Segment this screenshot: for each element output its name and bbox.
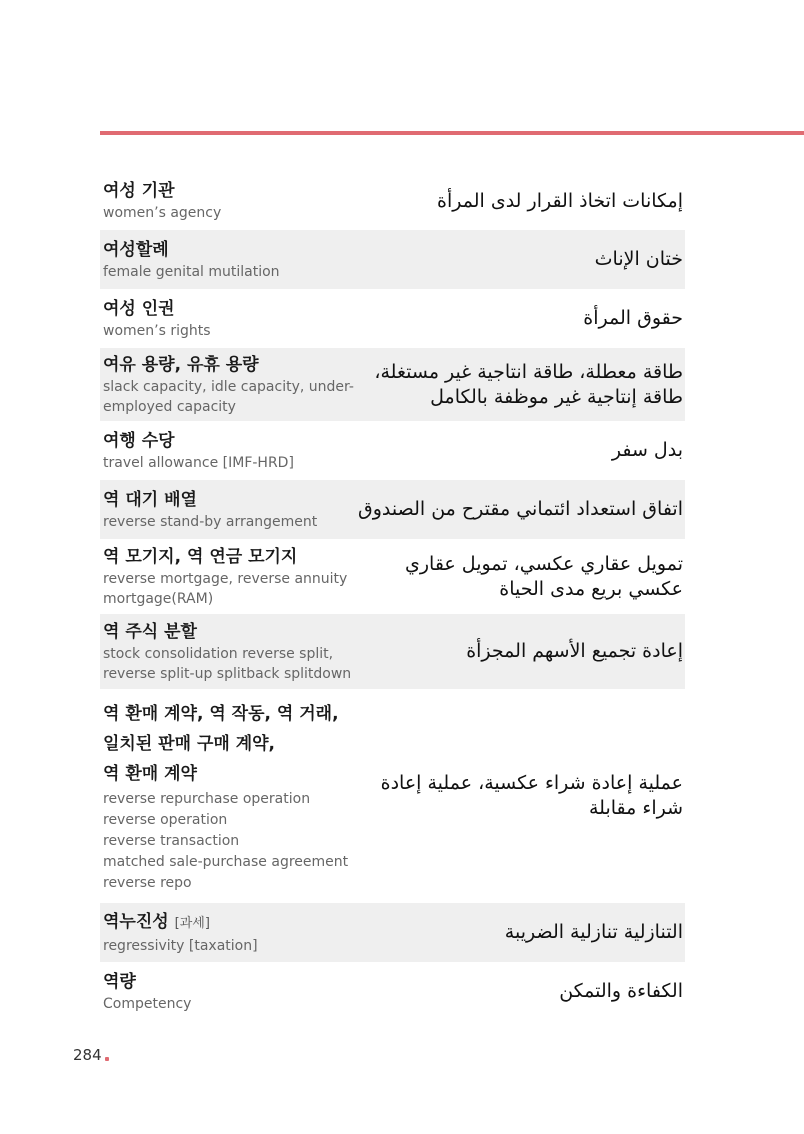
entry-left	[103, 179, 355, 223]
english-term: reverse repurchase operation reverse operation reverse transaction matched sale-purchase agreement reverse repo	[103, 790, 349, 891]
korean-term: 역 주식 분할	[103, 621, 197, 642]
arabic-term: طاقة معطلة، طاقة انتاجية غير مستغلة، طاقة إنتاجية غير موظفة بالكامل	[374, 360, 683, 408]
arabic-term: الكفاءة والتمكن	[559, 980, 683, 1002]
entry-slack-capacity	[100, 348, 685, 421]
korean-term: 여성 기관	[103, 181, 175, 201]
entry-left	[103, 488, 355, 532]
entry-reverse-mortgage	[100, 539, 685, 614]
entry-competency	[100, 962, 685, 1021]
korean-term: 여성 인권	[103, 298, 175, 319]
english-term: regressivity [taxation]	[103, 937, 258, 954]
english-term: women’s rights	[103, 322, 211, 339]
page-number-dot	[105, 1057, 109, 1061]
korean-term: 여성할례	[103, 239, 169, 260]
entry-reverse-repo	[100, 689, 685, 903]
arabic-term: اتفاق استعداد ائتماني مقترح من الصندوق	[358, 498, 683, 520]
english-term: reverse mortgage, reverse annuity mortgage(RAM)	[103, 570, 348, 607]
entry-reverse-split	[100, 614, 685, 689]
korean-term: 여행 수당	[103, 430, 175, 451]
entry-left	[103, 699, 355, 894]
entry-left	[103, 238, 355, 282]
english-term: stock consolidation reverse split, reverse split-up splitback splitdown	[103, 645, 352, 682]
entry-regressivity	[100, 903, 685, 962]
entry-womens-agency	[100, 172, 685, 230]
arabic-term: حقوق المرأة	[583, 307, 683, 329]
entry-left	[103, 970, 355, 1014]
entry-womens-rights	[100, 289, 685, 348]
header-rule	[100, 131, 804, 135]
english-term: slack capacity, idle capacity, under- employed capacity	[103, 378, 354, 415]
english-term: reverse stand-by arrangement	[103, 513, 318, 530]
arabic-term: عملية إعادة شراء عكسية، عملية إعادة شراء مقابلة	[380, 772, 683, 819]
entry-left	[103, 910, 355, 956]
korean-term: 역량	[103, 971, 136, 992]
korean-term: 역 모기지, 역 연금 모기지	[103, 546, 298, 567]
english-term: women’s agency	[103, 205, 222, 221]
entry-left	[103, 429, 355, 473]
entry-travel-allowance	[100, 421, 685, 480]
arabic-term: التنازلية تنازلية الضريبة	[504, 921, 683, 943]
entry-left	[103, 297, 355, 341]
arabic-term: إعادة تجميع الأسهم المجزأة	[466, 640, 683, 662]
korean-term: 역 환매 계약, 역 작동, 역 거래, 일치된 판매 구매 계약, 역 환매 계약	[103, 703, 339, 784]
arabic-term: تمويل عقاري عكسي، تمويل عقاري عكسي بريع مدى الحياة	[404, 552, 683, 600]
korean-term: 여유 용량, 유휴 용량	[103, 354, 259, 375]
entry-fgm	[100, 230, 685, 289]
english-term: female genital mutilation	[103, 263, 280, 280]
entry-reverse-standby	[100, 480, 685, 539]
category-tag: [과세]	[174, 915, 210, 931]
english-term: Competency	[103, 995, 192, 1012]
entry-left	[103, 620, 355, 684]
arabic-term: إمكانات اتخاذ القرار لدى المرأة	[437, 189, 683, 212]
glossary-entries	[100, 172, 685, 1021]
korean-term: 역 대기 배열	[103, 489, 197, 510]
entry-left	[103, 353, 355, 417]
arabic-term: بدل سفر	[611, 439, 683, 461]
entry-left	[103, 545, 355, 609]
english-term: travel allowance [IMF-HRD]	[103, 454, 294, 471]
korean-term: 역누진성 [과세]	[103, 911, 210, 932]
arabic-term: ختان الإناث	[594, 248, 683, 270]
page-number: 284	[73, 1046, 102, 1064]
